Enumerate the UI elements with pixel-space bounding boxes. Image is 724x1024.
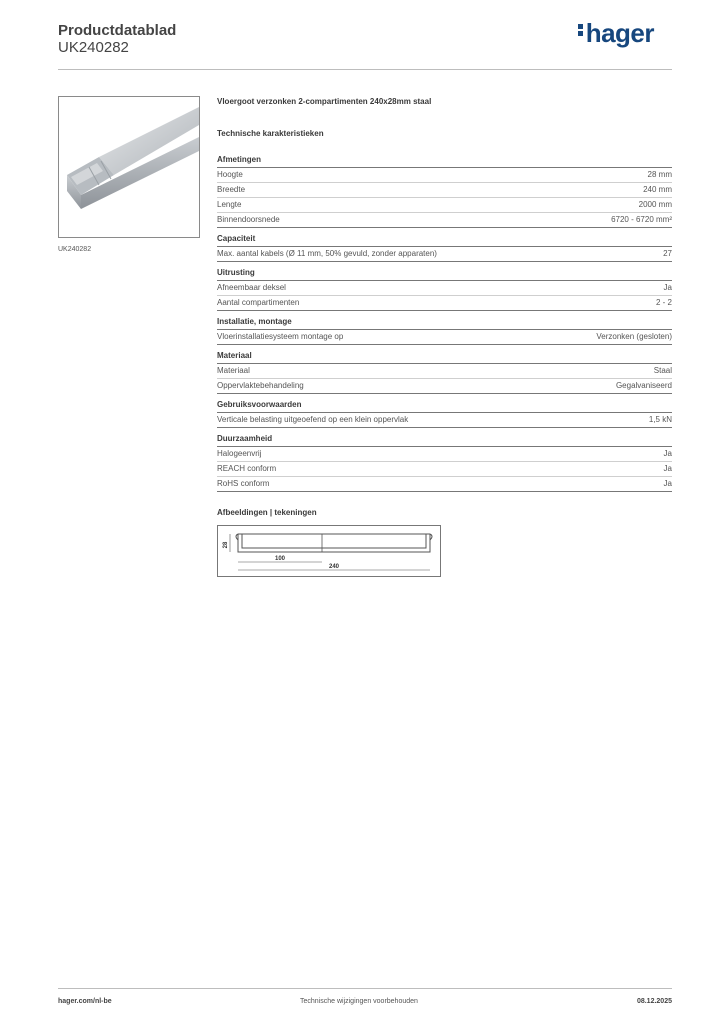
spec-row	[217, 213, 672, 228]
spec-label: Max. aantal kabels (Ø 11 mm, 50% gevuld, zonder apparaten)	[217, 249, 437, 258]
spec-value: Ja	[663, 464, 672, 473]
hager-logo	[578, 18, 654, 49]
spec-section	[217, 233, 672, 262]
product-image	[58, 96, 200, 238]
footer-notice: Technische wijzigingen voorbehouden	[300, 998, 418, 1005]
spec-value: 1,5 kN	[648, 415, 672, 424]
image-caption: UK240282	[58, 246, 92, 253]
spec-value: Verzonken (gesloten)	[596, 332, 672, 341]
spec-label: Aantal compartimenten	[217, 298, 300, 307]
spec-row	[217, 379, 672, 394]
header-divider	[58, 69, 672, 70]
spec-value: 28 mm	[647, 170, 672, 179]
logo-text: hager	[585, 18, 654, 48]
spec-value: Ja	[663, 283, 672, 292]
product-description: Vloergoot verzonken 2-compartimenten 240x28mm staal	[217, 97, 432, 106]
tech-characteristics-title: Technische karakteristieken	[217, 129, 324, 138]
spec-row	[217, 168, 672, 183]
dim-height-label: 28	[223, 541, 229, 549]
footer-divider	[58, 988, 672, 989]
logo-dots-icon	[578, 22, 584, 38]
dim-compartment-label: 100	[274, 556, 286, 562]
spec-section	[217, 433, 672, 492]
section-title: Uitrusting	[217, 267, 672, 281]
spec-value: Staal	[653, 366, 672, 375]
spec-value: 6720 - 6720 mm²	[611, 215, 672, 224]
spec-section	[217, 267, 672, 311]
spec-row	[217, 296, 672, 311]
section-title: Gebruiksvoorwaarden	[217, 399, 672, 413]
spec-label: Materiaal	[217, 366, 250, 375]
spec-section	[217, 316, 672, 345]
section-title: Afmetingen	[217, 154, 672, 168]
spec-row	[217, 462, 672, 477]
spec-row	[217, 447, 672, 462]
dim-width-label: 240	[328, 564, 340, 570]
spec-sections	[217, 154, 672, 492]
spec-section	[217, 399, 672, 428]
spec-value: 240 mm	[643, 185, 672, 194]
spec-label: Binnendoorsnede	[217, 215, 280, 224]
spec-value: 2 - 2	[655, 298, 672, 307]
spec-value: Ja	[663, 449, 672, 458]
product-code: UK240282	[58, 39, 129, 56]
spec-label: Hoogte	[217, 170, 243, 179]
spec-row	[217, 281, 672, 296]
section-title: Installatie, montage	[217, 316, 672, 330]
spec-label: Lengte	[217, 200, 242, 209]
spec-content	[217, 97, 672, 577]
section-title: Materiaal	[217, 350, 672, 364]
section-title: Duurzaamheid	[217, 433, 672, 447]
spec-label: RoHS conform	[217, 479, 270, 488]
spec-label: Verticale belasting uitgeoefend op een klein oppervlak	[217, 415, 409, 424]
spec-row	[217, 198, 672, 213]
spec-label: Halogeenvrij	[217, 449, 262, 458]
spec-row	[217, 183, 672, 198]
spec-label: Afneembaar deksel	[217, 283, 286, 292]
spec-label: Oppervlaktebehandeling	[217, 381, 304, 390]
spec-row	[217, 364, 672, 379]
page-title: Productdatablad	[58, 22, 177, 39]
spec-label: Vloerinstallatiesysteem montage op	[217, 332, 344, 341]
spec-label: REACH conform	[217, 464, 277, 473]
section-title: Capaciteit	[217, 233, 672, 247]
spec-value: Ja	[663, 479, 672, 488]
footer-website-link[interactable]: hager.com/nl-be	[58, 998, 112, 1005]
spec-section	[217, 350, 672, 394]
spec-row	[217, 413, 672, 428]
spec-row	[217, 247, 672, 262]
drawings-title: Afbeeldingen | tekeningen	[217, 508, 317, 517]
spec-value: 27	[663, 249, 672, 258]
technical-drawing	[217, 525, 441, 577]
spec-value: 2000 mm	[638, 200, 672, 209]
spec-value: Gegalvaniseerd	[615, 381, 672, 390]
spec-section	[217, 154, 672, 228]
spec-label: Breedte	[217, 185, 246, 194]
spec-row	[217, 477, 672, 492]
footer-date: 08.12.2025	[636, 998, 672, 1005]
spec-row	[217, 330, 672, 345]
